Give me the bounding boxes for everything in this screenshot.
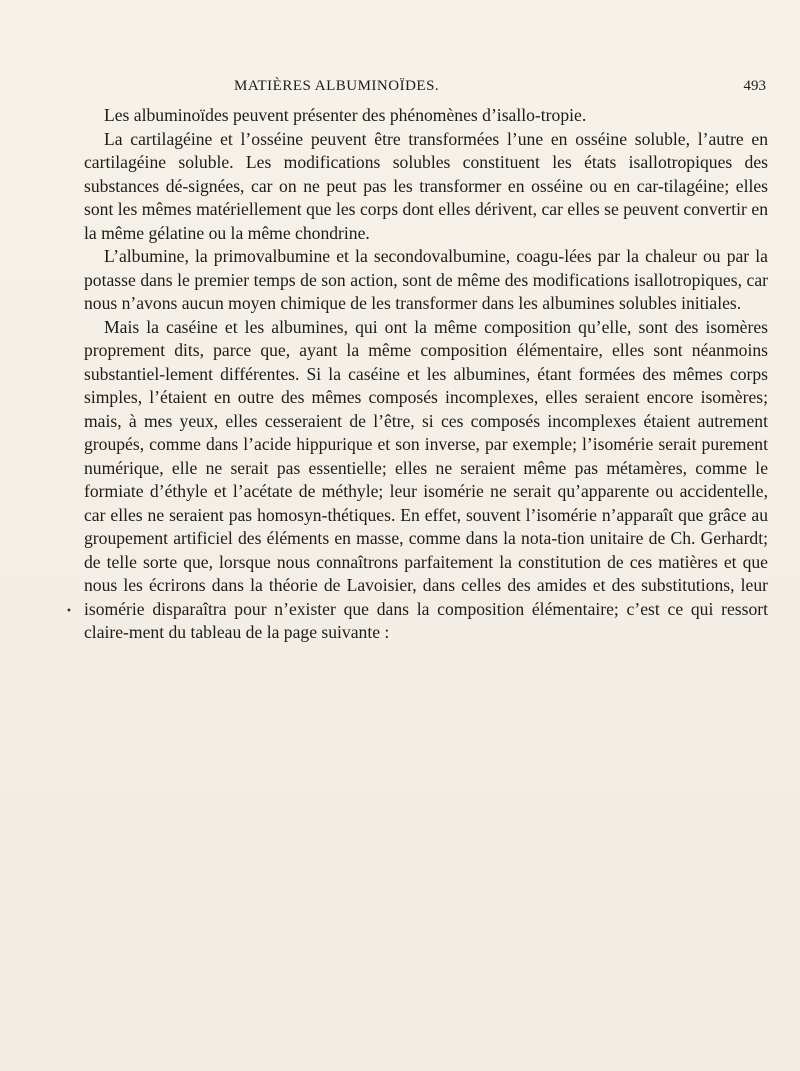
paragraph: L’albumine, la primovalbumine et la secondovalbumine, coagu-lées par la chaleur ou par la potasse dans le premier temps de son action, sont de même des modifications isallotropiques, car nous n’avons aucun moyen chimique de les transformer dans les albumines solubles initiales. (84, 246, 768, 313)
page-number: 493 (743, 78, 766, 94)
margin-dot: • (66, 606, 72, 617)
paragraph: Mais la caséine et les albumines, qui ont la même composition qu’elle, sont des isomères proprement dits, parce que, ayant la même composition élémentaire, elles sont néanmoins substantiel-lement différentes. Si la caséine et les albumines, étant formées des mêmes corps simples, l’étaient en outre des mêmes composés incomplexes, elles seraient encore isomères; mais, à mes yeux, elles cesseraient de l’être, si ces composés incomplexes étaient autrement groupés, comme dans l’acide hippurique et son inverse, par exemple; l’isomérie serait purement numérique, elle ne serait pas essentielle; elles ne seraient même pas métamères, comme le formiate d’éthyle et l’acétate de méthyle; leur isomérie ne serait qu’apparente ou accidentelle, car elles ne seraient pas homosyn-thétiques. En effet, souvent l’isomérie n’apparaît que grâce au groupement artificiel des éléments en masse, comme dans la nota-tion unitaire de Ch. Gerhardt; de telle sorte que, lorsque nous connaîtrons parfaitement la constitution de ces matières et que nous les écrirons dans la théorie de Lavoisier, dans celles des amides et des substitutions, leur isomérie disparaîtra pour n’exister que dans la composition élémentaire; c’est ce qui ressort claire-ment du tableau de la page suivante : (84, 316, 768, 642)
running-title: MATIÈRES ALBUMINOÏDES. (234, 78, 440, 94)
running-head (84, 78, 766, 100)
paragraph: La cartilagéine et l’osséine peuvent être transformées l’une en osséine soluble, l’autre en cartilagéine soluble. Les modifications solubles constituent les états isallotropiques des substances dé-signées, car on ne peut pas les transformer en osséine ou en car-tilagéine; elles sont les mêmes matériellement que les corps dont elles dérivent, car elles se peuvent convertir en la même gélatine ou la même chondrine. (84, 128, 768, 243)
paragraph: Les albuminoïdes peuvent présenter des phénomènes d’isallo-tropie. (104, 105, 587, 125)
body-text (84, 104, 768, 645)
